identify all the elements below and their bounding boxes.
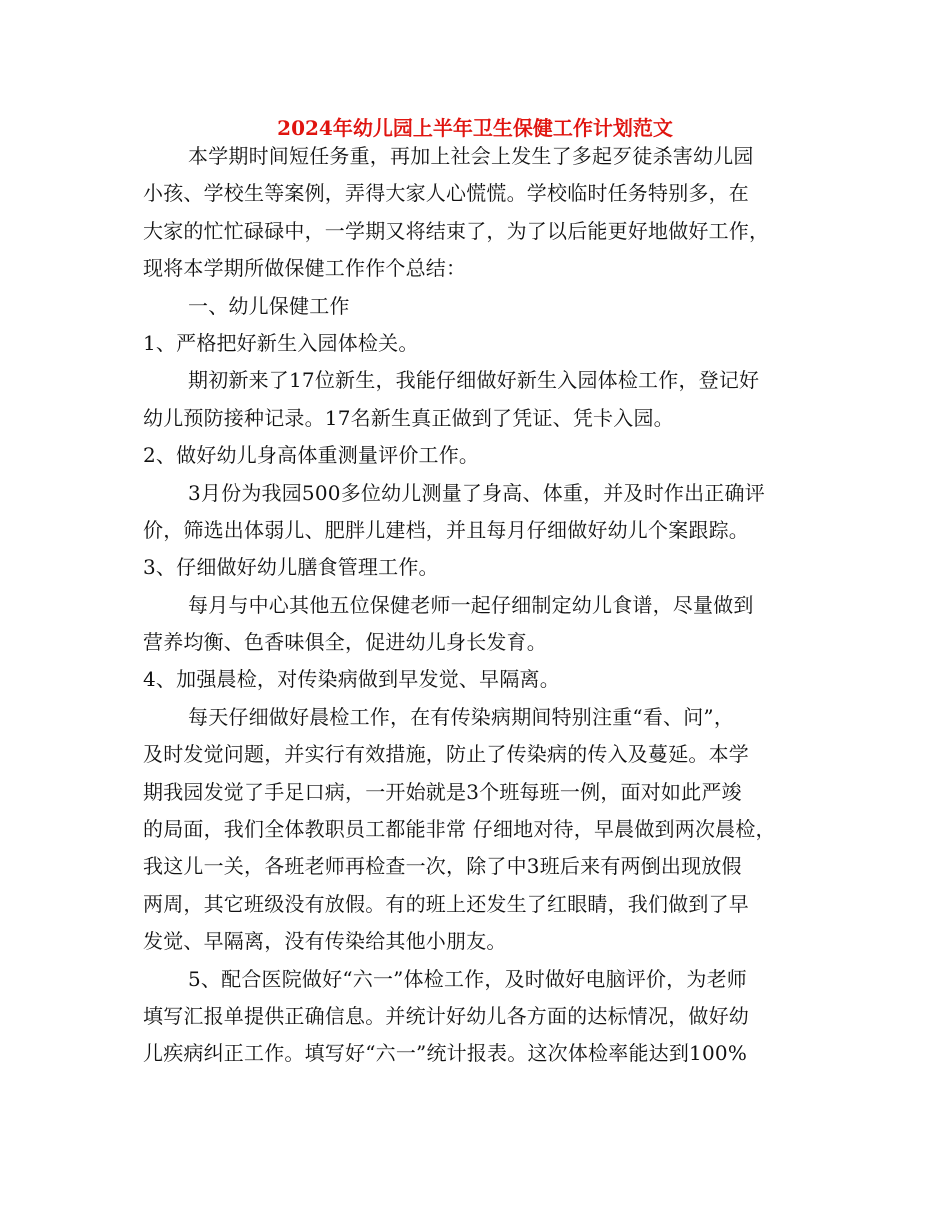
item-heading: 3、仔细做好幼儿膳食管理工作。	[143, 555, 439, 580]
body-line: 期初新来了17位新生，我能仔细做好新生入园体检工作，登记好	[188, 368, 760, 393]
body-line: 两周，其它班级没有放假。有的班上还发生了红眼睛，我们做到了早	[143, 891, 749, 916]
body-line: 及时发觉问题，并实行有效措施，防止了传染病的传入及蔓延。本学	[143, 742, 749, 767]
body-line: 每月与中心其他五位保健老师一起仔细制定幼儿食谱，尽量做到	[188, 592, 754, 617]
item-heading: 2、做好幼儿身高体重测量评价工作。	[143, 443, 480, 468]
section-heading: 一、幼儿保健工作	[188, 293, 350, 318]
body-line: 幼儿预防接种记录。17名新生真正做到了凭证、凭卡入园。	[143, 405, 674, 430]
body-line: 的局面，我们全体教职员工都能非常 仔细地对待，早晨做到两次晨检，	[143, 817, 776, 842]
document-title: 2024年幼儿园上半年卫生保健工作计划范文	[277, 116, 673, 140]
body-line: 大家的忙忙碌碌中，一学期又将结束了，为了以后能更好地做好工作，	[143, 218, 770, 243]
body-line: 每天仔细做好晨检工作，在有传染病期间特别注重“看、问”，	[188, 704, 735, 729]
body-line: 儿疾病纠正工作。填写好“六一”统计报表。这次体检率能达到100%	[143, 1041, 748, 1066]
body-line: 填写汇报单提供正确信息。并统计好幼儿各方面的达标情况，做好幼	[143, 1003, 749, 1028]
body-line: 我这儿一关，各班老师再检查一次，除了中3班后来有两倒出现放假	[143, 854, 742, 879]
body-line: 本学期时间短任务重，再加上社会上发生了多起歹徒杀害幼儿园	[188, 144, 754, 168]
item-heading: 4、加强晨检，对传染病做到早发觉、早隔离。	[143, 667, 560, 692]
document-body	[143, 138, 823, 1073]
body-line: 发觉、早隔离，没有传染给其他小朋友。	[143, 929, 507, 954]
body-line: 价，筛选出体弱儿、肥胖儿建档，并且每月仔细做好幼儿个案跟踪。	[143, 517, 749, 542]
item-heading: 1、严格把好新生入园体检关。	[143, 330, 419, 355]
body-line: 营养均衡、色香味俱全，促进幼儿身长发育。	[143, 630, 547, 655]
body-line: 期我园发觉了手足口病，一开始就是3个班每班一例，面对如此严竣	[143, 779, 742, 804]
body-line: 5、配合医院做好“六一”体检工作，及时做好电脑评价，为老师	[188, 966, 747, 991]
body-line: 现将本学期所做保健工作作个总结：	[143, 256, 467, 281]
body-line: 3月份为我园500多位幼儿测量了身高、体重，并及时作出正确评	[188, 480, 765, 505]
body-line: 小孩、学校生等案例，弄得大家人心慌慌。学校临时任务特别多，在	[143, 181, 749, 206]
